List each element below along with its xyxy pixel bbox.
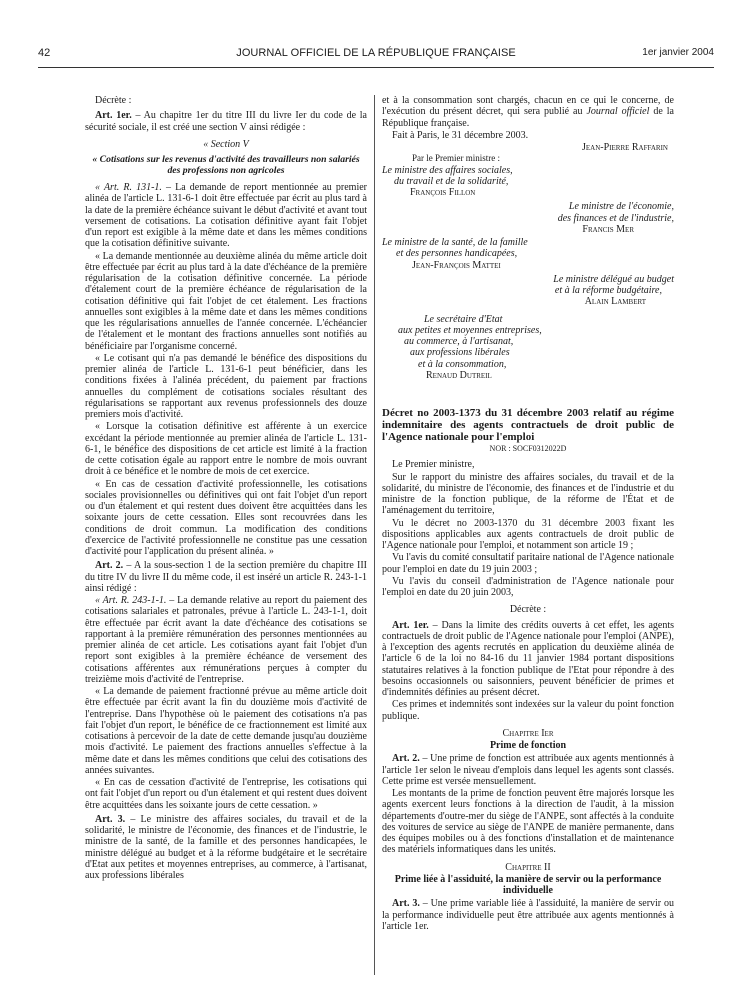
article-1	[85, 110, 367, 133]
prime-minister-name: Jean-Pierre Raffarin	[582, 142, 668, 153]
signing-place-date: Fait à Paris, le 31 décembre 2003.	[392, 129, 529, 141]
minister-name: Alain Lambert	[584, 296, 646, 308]
chapter-title: Prime de fonction	[489, 740, 567, 751]
minister-name: Francis Mer	[582, 223, 634, 235]
article-text: – Au chapitre 1er du titre III du livre Ier du code de la sécurité sociale, il est créé une section V ainsi rédigée :	[85, 110, 367, 133]
column-divider	[374, 95, 375, 975]
minister-title: aux professions libérales	[410, 347, 510, 359]
paragraph-text: et à la consommation sont chargés, chacun en ce qui le concerne, de l'exécution du présent décret, qui sera publié au	[382, 95, 674, 118]
minister-title: Le ministre de la santé, de la famille	[382, 237, 528, 248]
prime-minister-line: Le Premier ministre,	[392, 459, 475, 471]
paragraph-text: de la République française.	[382, 106, 674, 129]
decree-title: Décret no 2003-1373 du 31 décembre 2003 relatif au régime indemnitaire des agents contractuels de droit public de l'Agence nationale pour l'emploi	[382, 407, 674, 443]
article-text: – Une prime variable liée à l'assiduité, la manière de servir ou la performance individuelle peut être attribuée aux agents mentionnés à l'article 1er.	[382, 898, 674, 932]
article-text: – A la sous-section 1 de la section première du chapitre III du titre IV du livre II du même code, il est inséré un article R. 243-1-1 ainsi rédigé :	[85, 560, 367, 594]
paragraph: « La demande mentionnée au deuxième alinéa du même article doit être effectuée par écrit au plus tard à la date d'échéance de la première régularisation de la cotisation définitive concernée. La période d'étalement court de la première échéance de régularisation de la cotisation définitive qui fait l'objet de cet étalement. Les fractions annuelles sont exigibles à la même date et dans les mêmes conditions que les régularisations annuelles de l'année concernée. L'échéancier de l'étalement et le montant des fractions annuelles sont notifiés au bénéficiaire par l'organisme concerné.	[85, 250, 367, 352]
paragraph: « En cas de cessation d'activité professionnelle, les cotisations sociales provisionnelles ou définitives qui ont fait l'objet d'un report ou d'un étalement et qui restent dues doivent être acquittées dans les soixante jours de cette cessation. Elles sont recouvrées dans les conditions de droit commun. La modification des conditions d'exercice de l'activité professionnelle ne constitue pas une cessation d'activité pour l'application du présent alinéa. »	[85, 478, 367, 557]
chapter-heading: Chapitre II	[505, 861, 551, 873]
paragraph	[85, 182, 367, 250]
paragraph: Vu l'avis du conseil d'administration de l'Agence nationale pour l'emploi en date du 20 juin 2003,	[382, 575, 674, 598]
by-the-prime-minister: Par le Premier ministre :	[412, 153, 500, 164]
article-ref: « Art. R. 243-1-1.	[95, 595, 167, 606]
paragraph	[382, 95, 674, 129]
article-3	[85, 814, 367, 882]
article-ref: « Art. R. 131-1.	[95, 182, 162, 193]
nor-reference: NOR : SOCF0312022D	[489, 444, 567, 453]
minister-title: Le secrétaire d'Etat	[424, 313, 503, 325]
paragraph: Sur le rapport du ministre des affaires sociales, du travail et de la solidarité, du ministre de l'économie, des finances et de l'industrie et du ministre de la fonction publique, de la réforme de l'État et de l'aménagement du territoire,	[382, 471, 674, 517]
minister-title: des finances et de l'industrie,	[557, 212, 674, 224]
paragraph: Ces primes et indemnités sont indexées sur la valeur du point fonction publique.	[382, 699, 674, 722]
article-label: Art. 2.	[95, 560, 124, 572]
section-heading: « Section V	[203, 138, 249, 150]
minister-title: et à la réforme budgétaire,	[554, 285, 662, 296]
left-column	[85, 95, 367, 882]
signature-block	[382, 201, 674, 235]
article-label: Art. 1er.	[392, 619, 429, 631]
minister-title: Le ministre de l'économie,	[568, 201, 674, 213]
signature-block	[382, 237, 674, 271]
page-number: 42	[38, 47, 51, 59]
article-2	[382, 753, 674, 787]
minister-title: Le ministre délégué au budget	[553, 273, 674, 285]
paragraph: Les montants de la prime de fonction peuvent être majorés lorsque les agents exercent leurs fonctions à la direction de l'audit, à la mission départements d'outre-mer du siège de l'ANPE, sont affectés à la conduite des voitures de service au siège de l'ANPE de manière permanente, dans des équipes mobiles ou à des fonctions d'installation et de maintenance des matériels informatiques dans les unités.	[382, 788, 674, 856]
article-text: – Dans la limite des crédits ouverts à cet effet, les agents contractuels de droit public de l'Agence nationale pour l'emploi (ANPE), à l'exception des agents recrutés en application du deuxième alinéa de l'article 6 de la loi no 84-16 du 11 janvier 1984 portant dispositions statutaires relatives à la fonction publique de l'Etat pour répondre à des besoins occasionnels ou saisonniers, peuvent bénéficier de primes et d'indemnités définies au présent décret.	[382, 619, 675, 698]
minister-title: et à la consommation,	[418, 358, 507, 370]
decrete-line: Décrète :	[509, 604, 547, 616]
paragraph: Vu l'avis du comité consultatif paritaire national de l'Agence nationale pour l'emploi en date du 19 juin 2003 ;	[382, 552, 674, 575]
minister-title: et des personnes handicapées,	[396, 248, 518, 260]
chapter-title: Prime liée à l'assiduité, la manière de servir ou la performance individuelle	[394, 873, 662, 896]
minister-title: du travail et de la solidarité,	[394, 175, 509, 187]
minister-title: au commerce, à l'artisanat,	[404, 336, 514, 347]
article-label: Art. 3.	[95, 813, 126, 825]
paragraph-text: – La demande relative au report du paiement des cotisations salariales et patronales, prévue à l'article L. 243-1-1, doit être effectuée par écrit avant la date d'échéance des cotisations se rapportant à la première rémunération des personnes mentionnées au premier alinéa de cet article. Les cotisations ayant fait l'objet d'un report sont exigibles à la première échéance de versement des cotisations afférentes aux rémunérations perçues à compter du treizième mois d'activité de l'entreprise.	[85, 595, 367, 685]
signature-block	[398, 314, 674, 382]
issue-date: 1er janvier 2004	[642, 47, 714, 58]
minister-title: aux petites et moyennes entreprises,	[398, 324, 542, 336]
signature-block	[382, 274, 674, 308]
article-text: – Le ministre des affaires sociales, du travail et de la solidarité, le ministre de l'économie, des finances et de l'industrie, le ministre de la santé, de la famille et des personnes handicapées, le ministre délégué au budget et à la réforme budgétaire et le secrétaire d'Etat aux petites et moyennes entreprises, au commerce, à l'artisanat, aux professions libérales	[85, 813, 367, 881]
right-column	[382, 95, 674, 933]
header-rule	[38, 67, 714, 68]
page-header	[38, 47, 714, 61]
paragraph: « Le cotisant qui n'a pas demandé le bénéfice des dispositions du premier alinéa de l'article L. 131-6-1 peut bénéficier, dans les conditions fixées à l'alinéa précédent, du paiement par fractions annuelles du complément de cotisations sociales résultant des régularisations se rapportant aux revenus professionnels des douze premiers mois d'activité.	[85, 352, 367, 420]
article-label: Art. 3.	[392, 898, 420, 910]
article-2	[85, 560, 367, 594]
journal-title: JOURNAL OFFICIEL DE LA RÉPUBLIQUE FRANÇAISE	[236, 47, 516, 59]
article-3	[382, 898, 674, 932]
article-label: Art. 2.	[392, 753, 420, 765]
paragraph: « Lorsque la cotisation définitive est afférente à un exercice excédant la période mentionnée au premier alinéa de l'article L. 131-6-1, le bénéfice des dispositions de cet article est limité à la fraction de cette cotisation égale au rapport entre le nombre de mois ouvrant droit à ce bénéfice et le nombre de mois de cet exercice.	[85, 421, 367, 478]
paragraph: « La demande de paiement fractionné prévue au même article doit être effectuée par écrit avant la fin du douzième mois d'activité de l'entreprise. Dans l'hypothèse où le paiement des cotisations n'a pas fait l'objet d'un report, le bénéfice de ce fractionnement est limité aux cotisations à percevoir de la date de cette demande jusqu'au douzième mois d'activité. Le paiement des fractions annuelles s'effectue à la même date et dans les mêmes conditions que celui des cotisations des années suivantes.	[85, 686, 367, 776]
minister-name: Renaud Dutreil	[426, 369, 492, 381]
paragraph	[85, 595, 367, 685]
paragraph-text: – La demande de report mentionnée au premier alinéa de l'article L. 131-6-1 doit être effectuée par écrit au plus tard à la date de la première échéance suivant le début d'activité et avant tout versement de cotisations. La cotisation définitive ayant fait l'objet d'un report est exigible à la même date et dans les mêmes conditions que la cotisation définitive suivante.	[85, 182, 367, 250]
journal-name: Journal officiel	[586, 106, 650, 118]
minister-title: Le ministre des affaires sociales,	[382, 164, 513, 176]
article-label: Art. 1er.	[95, 110, 132, 122]
article-1	[382, 620, 674, 699]
signature-block	[382, 165, 674, 199]
decrete-line: Décrète :	[95, 95, 132, 106]
article-text: – Une prime de fonction est attribuée aux agents mentionnés à l'article 1er selon le niveau d'emplois dans lequel les agents sont classés. Cette prime est versée mensuellement.	[382, 753, 674, 787]
paragraph: « En cas de cessation d'activité de l'entreprise, les cotisations qui ont fait l'objet d'un report ou d'un étalement et qui restent dues doivent être acquittées dans les soixante jours de cette cessation. »	[85, 777, 368, 811]
minister-name: Jean-François Mattei	[412, 259, 501, 271]
section-title: « Cotisations sur les revenus d'activité des travailleurs non salariés des professions non agricoles	[92, 154, 360, 176]
minister-name: François Fillon	[410, 187, 476, 198]
chapter-heading: Chapitre Ier	[502, 727, 554, 739]
paragraph: Vu le décret no 2003-1370 du 31 décembre 2003 fixant les dispositions applicables aux agents contractuels de droit public de l'Agence nationale pour l'emploi, et notamment son article 19 ;	[382, 517, 674, 551]
